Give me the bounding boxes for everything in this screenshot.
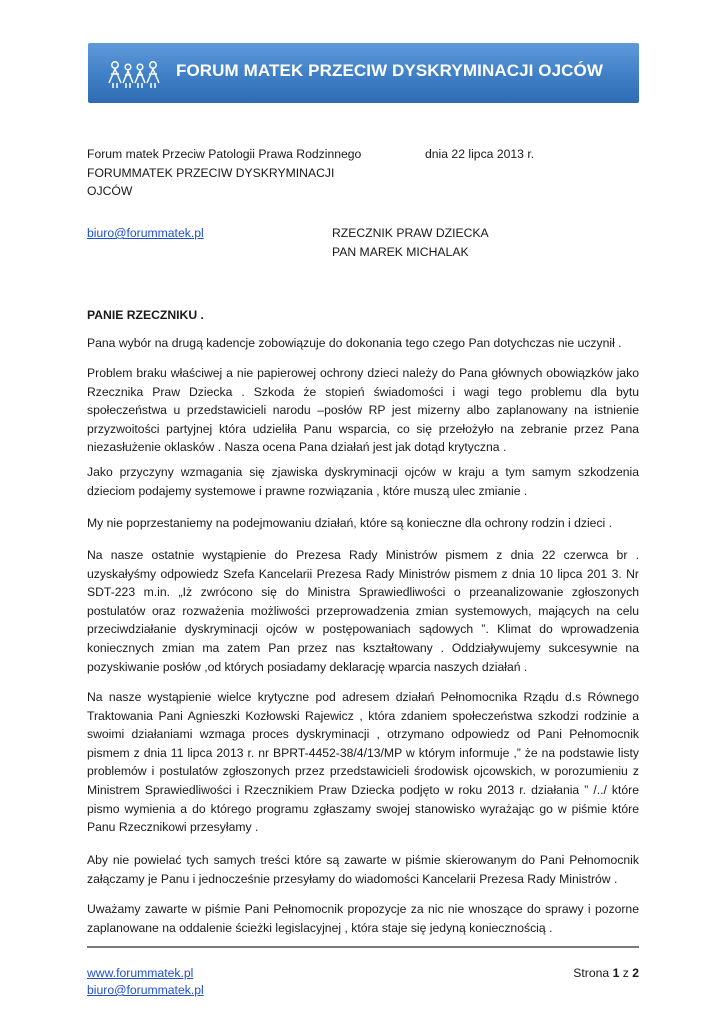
letter-paragraph: Na nasze ostatnie wystąpienie do Prezesa Rady Ministrów pismem z dnia 22 czerwca br . uzyskałyśmy odpowiedz Szefa Kancelarii Prezesa Rady Ministrów pismem z dnia 10 lipca 201 3. Nr SDT-223 m.in. „Iż zwrócono się do Ministra Sprawiedliwości o przeanalizowanie zgłoszonych postulatów oraz rozważenia możliwości przeprowadzenia zmian systemowych, mających na celu przeciwdziałanie dyskryminacji ojców w postępowaniach sądowych ”. Klimat do wprowadzenia koniecznych zmian ma zatem Pan przez nas kształtowany . Oddziaływujemy sukcesywnie na pozyskiwanie posłów ,od których posiadamy deklarację wparcia naszych działań .: [87, 548, 639, 674]
sender-line: OJCÓW: [87, 184, 133, 199]
page-of: z: [622, 966, 629, 980]
letter-paragraph: Pana wybór na drugą kadencje zobowiązuje do dokonania tego czego Pan dotychczas nie uczynił .: [87, 336, 622, 350]
letter-date: dnia 22 lipca 2013 r.: [425, 147, 535, 161]
footer-website-link[interactable]: www.forummatek.pl: [87, 966, 194, 980]
sender-email-link[interactable]: biuro@forummatek.pl: [87, 226, 204, 240]
header-banner: [88, 43, 639, 103]
letter-paragraph: Problem braku właściwej a nie papierowej ochrony dzieci należy do Pana głównych obowiązków jako Rzecznika Praw Dziecka . Szkoda że stopień świadomości i wagi tego problemu dla bytu społeczeństwa u przedstawicieli narodu –posłów RP jest mizerny albo zaplanowany na istnienie przyzwoitości partyjnej która udzieliła Panu wsparcia, co się przełożyło na zebranie przez Pana niezasłużenie oklasków . Nasza ocena Pana działań jest jak dotąd krytyczna .: [87, 366, 639, 455]
letter-paragraph: My nie poprzestaniemy na podejmowaniu działań, które są konieczne dla ochrony rodzin i dzieci .: [87, 516, 613, 530]
salutation: PANIE RZECZNIKU .: [87, 308, 204, 322]
letter-paragraph: Aby nie powielać tych samych treści które są zawarte w piśmie skierowanym do Pani Pełnomocnik załączamy je Panu i jednocześnie przesyłamy do wiadomości Kancelarii Prezesa Rady Ministrów .: [87, 853, 639, 886]
letter-paragraph: Uważamy zawarte w piśmie Pani Pełnomocnik propozycje za nic nie wnoszące do sprawy i pozorne zaplanowane na oddalenie ścieżki legislacyjnej , która staje się jedyną koniecznością .: [87, 902, 639, 935]
recipient-line: RZECZNIK PRAW DZIECKA: [332, 226, 489, 240]
sender-line: Forum matek Przeciw Patologii Prawa Rodzinnego: [87, 147, 362, 161]
page-number: [573, 965, 639, 982]
footer-links: [87, 965, 204, 999]
footer-email-link[interactable]: biuro@forummatek.pl: [87, 983, 204, 997]
sender-email-block: [87, 224, 287, 243]
sender-block: [87, 145, 387, 201]
letter-paragraph: Na nasze wystąpienie wielce krytyczne pod adresem działań Pełnomocnika Rządu d.s Równego Traktowania Pani Agnieszki Kozłowski Rajewicz , która zdaniem społeczeństwa szkodzi rodzinie a swoimi działaniami wzmaga proces dyskryminacji , otrzymano odpowiedz od Pani Pełnomocnik pismem z dnia 11 lipca 2013 r. nr BPRT-4452-38/4/13/MP w którym informuje ,” że na podstawie listy problemów i postulatów zgłoszonych przez przedstawicieli środowisk ojcowskich, w porozumieniu z Ministrem Sprawiedliwości i Rzecznikiem Praw Dziecka podjęto w roku 2013 r. działania ” /../ które pismo wymienia a do którego programu zgłaszamy swojej stanowisko wyrażając go w piśmie które Panu Rzecznikowi przesyłamy .: [87, 690, 639, 835]
banner-title: FORUM MATEK PRZECIW DYSKRYMINACJI OJCÓW: [176, 61, 604, 80]
page-current: 1: [612, 966, 620, 980]
recipient-line: PAN MAREK MICHALAK: [332, 244, 469, 259]
page-word: Strona: [573, 966, 610, 980]
footer-divider: [87, 946, 639, 948]
page-total: 2: [632, 966, 639, 980]
sender-line: FORUMMATEK PRZECIW DYSKRYMINACJI: [87, 165, 335, 180]
family-figures-icon: [108, 59, 160, 89]
recipient-block: [332, 224, 489, 261]
letter-paragraph: Jako przyczyny wzmagania się zjawiska dyskryminacji ojców w kraju a tym samym szkodzenia dzieciom podajemy systemowe i prawne rozwiązania , które muszą ulec zmianie .: [87, 465, 639, 498]
